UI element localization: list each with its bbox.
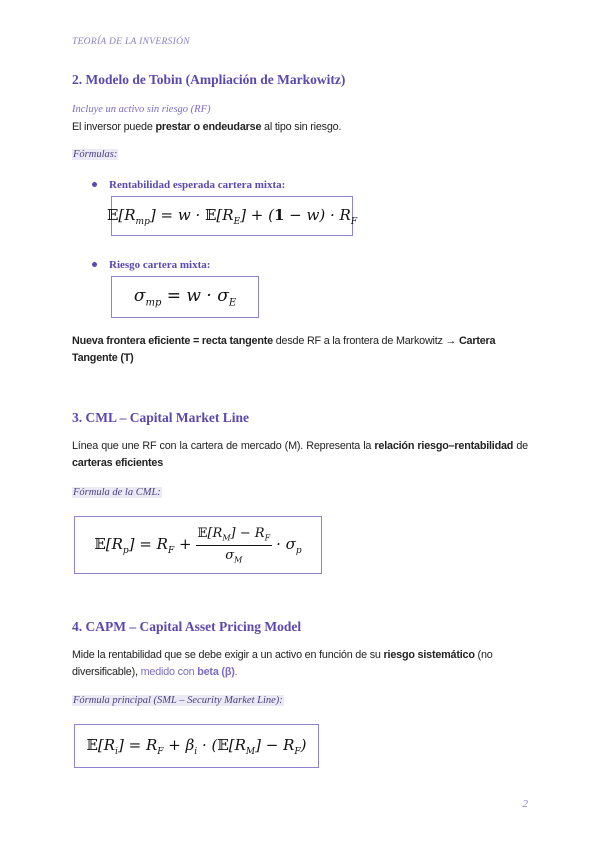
- capm-bold: riesgo sistemático: [383, 649, 475, 661]
- cml-bold-1: relación riesgo–rentabilidad: [374, 440, 514, 452]
- formula-expected-return-box: [106, 196, 358, 236]
- section-3-title: 3. CML – Capital Market Line: [72, 410, 249, 425]
- page-header: TEORÍA DE LA INVERSIÓN: [72, 37, 190, 47]
- formula-expected-return: $𝔼[R_{mp}] = w$ · $𝔼[R_E] + (1 - w) \cdot R_F$: [106, 205, 358, 227]
- section-2-subtitle: Incluye un activo sin riesgo (RF): [72, 104, 211, 115]
- capm-end: .: [234, 666, 238, 678]
- cml-text-2: de: [513, 440, 528, 452]
- cml-formula-label-text: Fórmula de la CML:: [73, 487, 161, 498]
- capm-purple-text: medido con: [140, 666, 198, 678]
- section-4-title: 4. CAPM – Capital Asset Pricing Model: [72, 619, 302, 634]
- section-4-paragraph: [72, 647, 528, 681]
- formula-mixed-risk-box: [111, 276, 259, 318]
- frontier-bold-2: Cartera Tangente (T): [72, 335, 496, 364]
- bullet-label-1: Rentabilidad esperada cartera mixta:: [109, 179, 286, 191]
- section-2-title: 2. Modelo de Tobin (Ampliación de Markowitz): [72, 72, 346, 87]
- cml-text-1: Línea que une RF con la cartera de mercado (M). Representa la: [72, 440, 375, 452]
- capm-text-2: (no diversificable),: [72, 649, 493, 678]
- formula-mixed-risk: $\sigma_{mp} = w \cdot \sigma_E$: [133, 285, 237, 309]
- intro-text-1: El inversor puede: [72, 121, 156, 133]
- bullet-expected-return: [92, 179, 285, 191]
- page-number: 2: [522, 798, 528, 810]
- capm-beta: beta (β): [197, 666, 235, 678]
- cml-formula-label: [72, 487, 162, 498]
- capm-formula-label: [72, 695, 284, 706]
- formula-capm: $𝔼[R_i] = R_F + \beta_i$ · $(𝔼[R_M] - R_F)$: [86, 735, 307, 757]
- formulas-label: [72, 149, 118, 160]
- frontier-paragraph: [72, 333, 528, 367]
- capm-text-1: Mide la rentabilidad que se debe exigir a un activo en función de su: [72, 649, 384, 661]
- formula-capm-box: [74, 724, 319, 768]
- intro-bold: prestar o endeudarse: [155, 121, 262, 133]
- bullet-label-2: Riesgo cartera mixta:: [109, 259, 211, 271]
- intro-text-2: al tipo sin riesgo.: [261, 121, 342, 133]
- formula-cml: $𝔼[R_p] = R_F$ + $\frac{𝔼[R_M] - R_F}{\sigma_M}$ · $\sigma_p$: [94, 525, 302, 565]
- bullet-mixed-risk: [92, 259, 210, 271]
- capm-formula-label-text: Fórmula principal (SML – Security Market Line):: [73, 695, 283, 706]
- bullet-dot: [92, 262, 97, 267]
- section-3-paragraph: [72, 438, 528, 472]
- frontier-text: desde RF a la frontera de Markowitz →: [272, 335, 459, 347]
- bullet-dot: [92, 182, 97, 187]
- formula-cml-box: [74, 516, 322, 574]
- frontier-bold-1: Nueva frontera eficiente = recta tangente: [72, 335, 273, 347]
- section-2-intro: [72, 119, 528, 136]
- cml-bold-2: carteras eficientes: [72, 457, 164, 469]
- formulas-label-text: Fórmulas:: [73, 149, 118, 160]
